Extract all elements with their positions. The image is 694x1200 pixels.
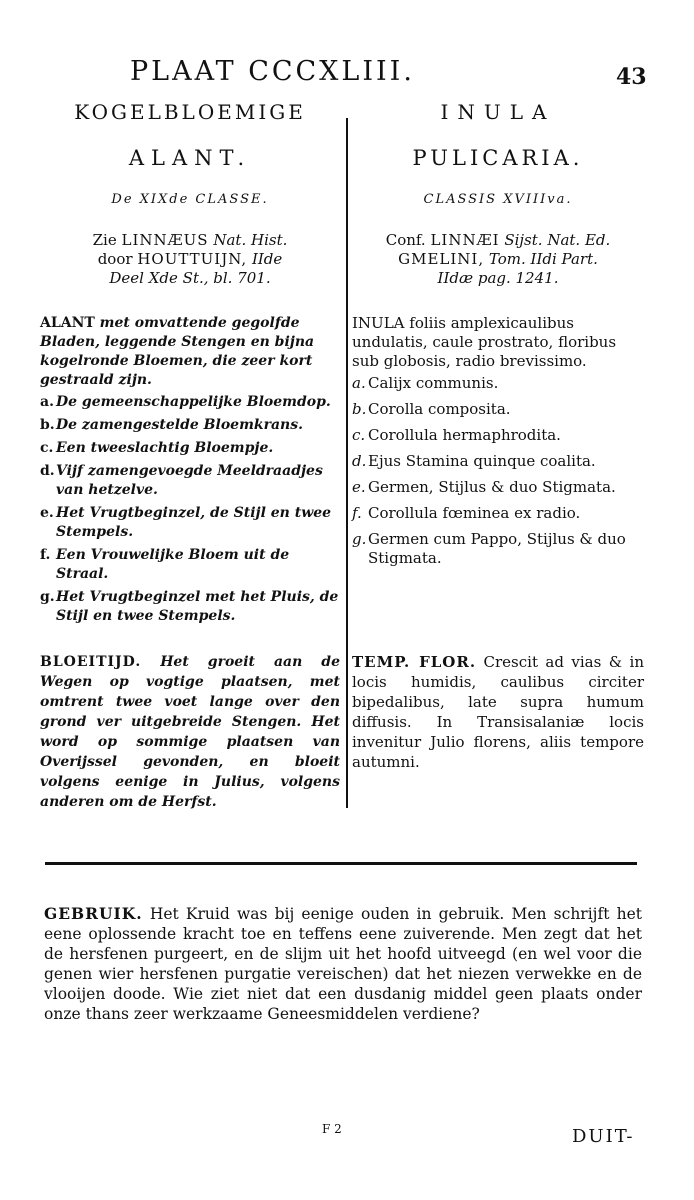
item-text: Germen cum Pappo, Stijlus & duo Stigmata. [368, 530, 626, 567]
dutch-intro [40, 314, 340, 390]
flowering-label: TEMP. FLOR. [352, 653, 477, 671]
flowering-text: Het groeit aan de Wegen op vogtige plaatsen, met omtrent twee voet lange over den grond ver uitgebreide Stengen. Het word op sommige plaatsen van Overijssel gevonden, en bloeit volgens eenige in Julius, volgens anderen om de Herfst. [40, 654, 340, 810]
dutch-intro-lead: ALANT [40, 315, 95, 331]
ref-author: LINNÆI [430, 231, 500, 249]
item-text: Het Vrugtbeginzel, de Stijl en twee Stempels. [56, 505, 332, 540]
latin-class: CLASSIS XVIIIva. [423, 192, 573, 207]
list-item [40, 546, 340, 584]
dutch-description [40, 314, 340, 626]
ref-work: Sijst. Nat. Ed. [504, 231, 611, 249]
list-item [40, 439, 340, 458]
list-item [40, 588, 340, 626]
list-item [352, 426, 644, 445]
ref-editor: GMELINI, [398, 250, 485, 268]
item-letter: f. [40, 547, 51, 563]
latin-name-line1: INULA [440, 100, 556, 124]
item-text: Het Vrugtbeginzel met het Pluis, de Stijl en twee Stempels. [56, 589, 339, 624]
list-item [352, 530, 644, 568]
latin-name-line2: PULICARIA. [412, 146, 584, 170]
item-text: Ejus Stamina quinque coalita. [368, 452, 596, 470]
latin-intro-text: foliis amplexicaulibus undulatis, caule prostrato, floribus sub globosis, radio brevissimo. [352, 314, 617, 370]
ref-door: door [97, 250, 133, 268]
item-letter: g. [352, 530, 367, 548]
dutch-intro-text: met omvattende gegolfde Bladen, leggende Stengen en bijna kogelronde Bloemen, die zeer kort gestraald zijn. [40, 315, 315, 388]
signature-mark: F 2 [322, 1122, 342, 1136]
list-item [352, 374, 644, 393]
latin-reference [352, 231, 644, 288]
item-letter: d. [352, 452, 367, 470]
ref-work: Nat. Hist. [213, 231, 288, 249]
item-letter: g. [40, 589, 55, 605]
catchword: DUIT- [572, 1126, 635, 1147]
item-text: Een Vrouwelijke Bloem uit de Straal. [56, 547, 290, 582]
latin-description [352, 314, 644, 568]
item-letter: b. [352, 400, 367, 418]
ref-prefix: Zie [92, 231, 117, 249]
list-item [40, 462, 340, 500]
usage-text: Het Kruid was bij eenige ouden in gebruik. Men schrijft het eene oplossende kracht toe en teffens eene zuiverende. Men zegt dat het de hersfenen purgeert, en de slijm uit het hoofd uitveegd (en wel voor die genen wier hersfenen purgatie vereischen) dat het niezen verwekke en de vlooijen doode. Wie ziet niet dat een dusdanig middel geen plaats onder onze thans zeer werkzaame Geneesmiddelen verdiene? [44, 905, 642, 1023]
plate-title: PLAAT CCCXLIII. [130, 56, 415, 87]
dutch-column [40, 100, 340, 630]
latin-flowering-paragraph [352, 652, 644, 772]
item-text: Een tweeslachtig Bloempje. [56, 440, 274, 456]
list-item [352, 400, 644, 419]
flowering-label: BLOEITIJD. [40, 654, 142, 670]
ref-pag: IIdæ pag. 1241. [437, 269, 559, 287]
item-letter: f. [352, 504, 362, 522]
ref-tom: Tom. IIdi Part. [488, 250, 598, 268]
dutch-reference [40, 231, 340, 288]
item-letter: a. [40, 394, 54, 410]
item-text: Vijf zamengevoegde Meeldraadjes van hetzelve. [56, 463, 323, 498]
item-text: Calijx communis. [368, 374, 499, 392]
dutch-name-line2: ALANT. [128, 146, 252, 170]
list-item [352, 504, 644, 523]
column-divider [346, 118, 348, 808]
ref-deel: Deel Xde St., bl. 701. [109, 269, 271, 287]
list-item [352, 478, 644, 497]
dutch-name-line1: KOGELBLOEMIGE [74, 100, 306, 124]
item-text: Corolla composita. [368, 400, 511, 418]
list-item [40, 393, 340, 412]
horizontal-rule [45, 862, 637, 865]
page-number: 43 [616, 64, 647, 90]
list-item [352, 452, 644, 471]
dutch-flowering-paragraph [40, 652, 340, 812]
item-text: Corollula fœminea ex radio. [368, 504, 581, 522]
item-letter: e. [40, 505, 54, 521]
latin-intro [352, 314, 644, 371]
flowering-text: Crescit ad vias & in locis humidis, caulibus circiter bipedalibus, late supra humum diffusis. In Transisalaniæ locis invenitur Julio florens, aliis tempore autumni. [352, 653, 645, 771]
item-letter: c. [40, 440, 54, 456]
item-letter: b. [40, 417, 55, 433]
list-item [40, 416, 340, 435]
ref-author: LINNÆUS [121, 231, 209, 249]
usage-label: GEBRUIK. [44, 904, 143, 923]
item-letter: e. [352, 478, 366, 496]
latin-column [352, 100, 644, 575]
dutch-class: De XIXde CLASSE. [111, 192, 269, 207]
item-letter: c. [352, 426, 366, 444]
item-text: De zamengestelde Bloemkrans. [56, 417, 303, 433]
list-item [40, 504, 340, 542]
item-text: De gemeenschappelijke Bloemdop. [56, 394, 331, 410]
latin-intro-lead: INULA [352, 314, 405, 332]
ref-part: IIde [251, 250, 283, 268]
usage-paragraph [44, 904, 642, 1024]
item-text: Germen, Stijlus & duo Stigmata. [368, 478, 616, 496]
ref-prefix: Conf. [385, 231, 426, 249]
item-letter: a. [352, 374, 366, 392]
item-letter: d. [40, 463, 55, 479]
item-text: Corollula hermaphrodita. [368, 426, 561, 444]
ref-translator: HOUTTUIJN, [137, 250, 248, 268]
